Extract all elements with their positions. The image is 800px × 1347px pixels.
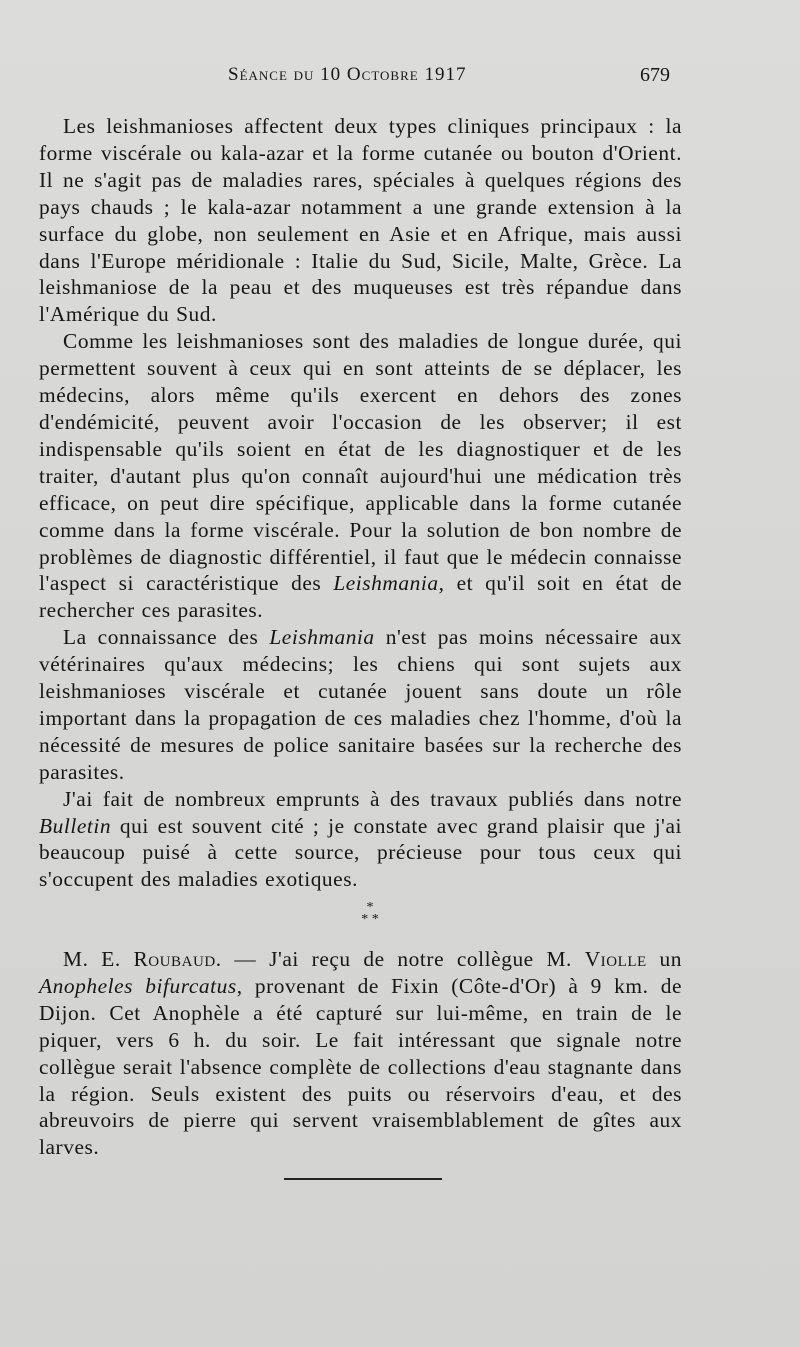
communication-block	[39, 946, 682, 1161]
running-title: Séance du 10 Octobre 1917	[228, 64, 467, 85]
paragraph-text: La connaissance des	[63, 625, 270, 650]
paragraph-text: J'ai fait de nombreux emprunts à des travaux publiés dans notre	[63, 786, 682, 811]
paragraph-text: , provenant de Fixin (Côte-d'Or) à 9 km. de Dijon. Cet Anophèle a été capturé sur lui-même, en train de le piquer, vers 6 h. du soir. Le fait intéressant que signale notre collègue serait l'absence complète de collections d'eau stagnante dans la région. Seuls existent des puits ou réservoirs d'eau, et des abreuvoirs de pierre qui servent vraisemblablement de gîtes aux larves.	[39, 973, 682, 1160]
paragraph-1	[39, 113, 682, 328]
asterism-bottom: * *	[361, 912, 379, 927]
paragraph-text: Comme les leishmanioses sont des maladies de longue durée, qui permettent souvent à ceux qui en sont atteints de se déplacer, les médecins, alors même qu'ils exercent en dehors des zones d'endémicité, peuvent avoir l'occasion de les observer; il est indispensable qu'ils soient en état de les diagnostiquer et de les traiter, d'autant plus qu'on connaît aujourd'hui une médication très efficace, on peut dire spécifique, applicable dans la forme cutanée comme dans la forme viscérale. Pour la solution de bon nombre de problèmes de diagnostic différentiel, il faut que le médecin connaisse l'aspect si caractéristique des	[39, 329, 682, 596]
genus-name: Leishmania	[333, 571, 439, 596]
asterism-top: *	[366, 900, 374, 915]
page-number: 679	[640, 64, 670, 86]
running-header	[0, 64, 800, 94]
end-rule	[284, 1178, 442, 1180]
paragraph-4	[39, 786, 682, 894]
paragraph-2	[39, 328, 682, 624]
author-initials: M. E.	[63, 947, 134, 971]
genus-name: Leishmania	[269, 625, 375, 650]
communication-paragraph	[39, 946, 682, 1161]
paragraph-3	[39, 624, 682, 785]
paragraph-text: qui est souvent cité ; je constate avec grand plaisir que j'ai beaucoup puisé à cette source, précieuse pour tous ceux qui s'occupent des maladies exotiques.	[39, 813, 682, 892]
paragraph-text: . — J'ai reçu de notre collègue M.	[215, 947, 585, 971]
paragraph-text: un	[646, 947, 682, 971]
asterism-separator	[340, 902, 400, 926]
colleague-name: Violle	[584, 947, 647, 971]
paragraph-text: n'est pas moins nécessaire aux vétérinaires qu'aux médecins; les chiens qui sont sujets aux leishmanioses viscérale et cutanée jouent sans doute un rôle important dans la propagation de ces maladies chez l'homme, d'où la nécessité de mesures de police sanitaire basées sur la recherche des parasites.	[39, 625, 682, 784]
species-name: Anopheles bifurcatus	[39, 973, 237, 998]
main-text	[39, 113, 682, 893]
author-name: Roubaud	[133, 947, 216, 971]
journal-name: Bulletin	[39, 813, 112, 838]
paragraph-text: Les leishmanioses affectent deux types cliniques principaux : la forme viscérale ou kala-azar et la forme cutanée ou bouton d'Orient. Il ne s'agit pas de maladies rares, spéciales à quelques régions des pays chauds ; le kala-azar notamment a une grande extension à la surface du globe, non seulement en Asie et en Afrique, mais aussi dans l'Europe méridionale : Italie du Sud, Sicile, Malte, Grèce. La leishmaniose de la peau et des muqueuses est très répandue dans l'Amérique du Sud.	[39, 114, 682, 327]
paragraph-text: , et qu'il soit en état de rechercher ces parasites.	[39, 571, 682, 623]
